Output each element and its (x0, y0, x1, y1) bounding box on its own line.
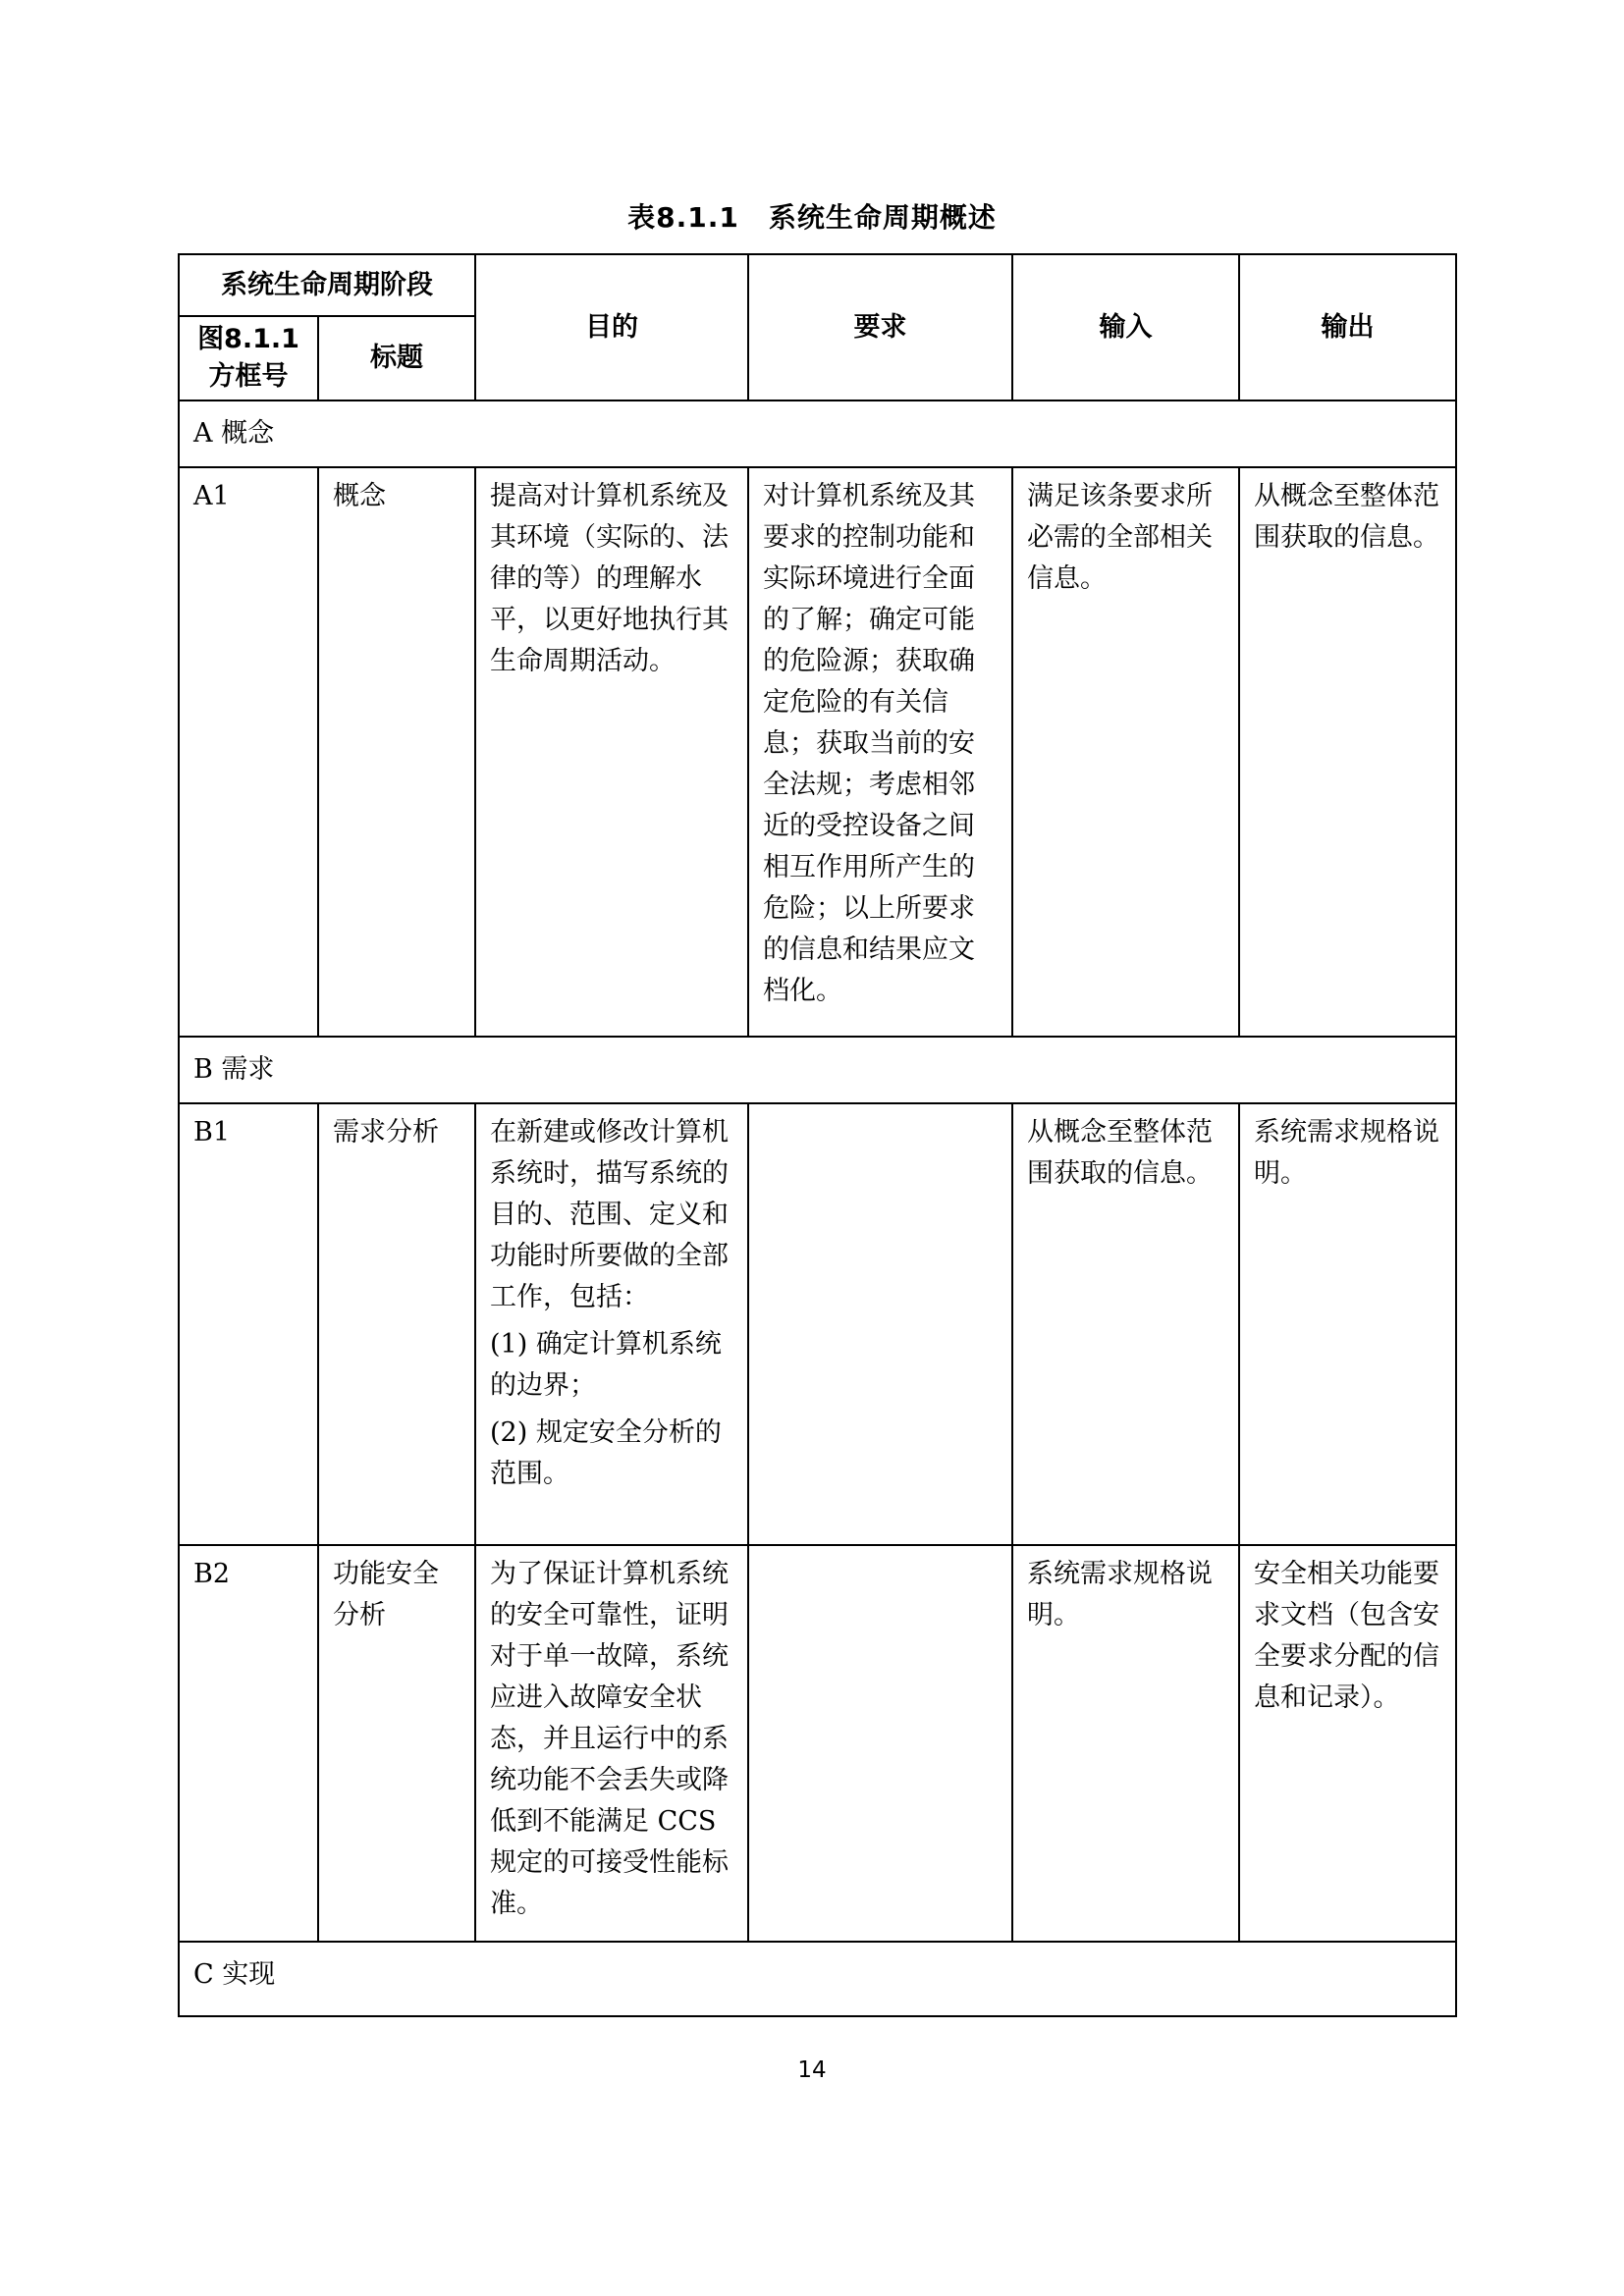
row-b1-input: 从概念至整体范围获取的信息。 (1012, 1103, 1239, 1545)
header-output: 输出 (1239, 254, 1456, 400)
row-b1-purpose-item: (2) 规定安全分析的范围。 (490, 1417, 722, 1489)
row-b2-purpose: 为了保证计算机系统的安全可靠性，证明对于单一故障，系统应进入故障安全状态，并且运行中的系统功能不会丢失或降低到不能满足 CCS 规定的可接受性能标准。 (475, 1545, 748, 1942)
row-a1-box: A1 (179, 467, 318, 1037)
row-b2-input: 系统需求规格说明。 (1012, 1545, 1239, 1942)
table-row (179, 1103, 1456, 1545)
row-b1-requirement (748, 1103, 1012, 1545)
row-a1-requirement: 对计算机系统及其要求的控制功能和实际环境进行全面的了解；确定可能的危险源；获取确定危险的有关信息；获取当前的安全法规；考虑相邻近的受控设备之间相互作用所产生的危险；以上所要求的信息和结果应文档化。 (748, 467, 1012, 1037)
header-box-no: 图8.1.1方框号 (179, 316, 318, 400)
row-a1-purpose: 提高对计算机系统及其环境（实际的、法律的等）的理解水平，以更好地执行其生命周期活动。 (475, 467, 748, 1037)
table-number: 表8.1.1 (627, 201, 739, 234)
section-c-label: C 实现 (179, 1942, 1456, 2016)
row-b1-purpose-item: (1) 确定计算机系统的边界； (490, 1329, 722, 1401)
header-title: 标题 (318, 316, 475, 400)
row-a1-input: 满足该条要求所必需的全部相关信息。 (1012, 467, 1239, 1037)
table-row (179, 467, 1456, 1037)
row-b2-box: B2 (179, 1545, 318, 1942)
table-row (179, 1545, 1456, 1942)
row-a1-output: 从概念至整体范围获取的信息。 (1239, 467, 1456, 1037)
row-a1-title: 概念 (318, 467, 475, 1037)
section-a-label: A 概念 (179, 400, 1456, 467)
header-input: 输入 (1012, 254, 1239, 400)
table-caption (0, 196, 1624, 236)
section-row (179, 1037, 1456, 1103)
section-row (179, 1942, 1456, 2016)
section-row (179, 400, 1456, 467)
section-b-label: B 需求 (179, 1037, 1456, 1103)
row-b2-requirement (748, 1545, 1012, 1942)
header-purpose: 目的 (475, 254, 748, 400)
row-b1-output: 系统需求规格说明。 (1239, 1103, 1456, 1545)
header-requirement: 要求 (748, 254, 1012, 400)
row-b1-purpose: 在新建或修改计算机系统时，描写系统的目的、范围、定义和功能时所要做的全部工作，包括： (490, 1117, 729, 1312)
row-b1-box: B1 (179, 1103, 318, 1545)
page-number: 14 (797, 2057, 827, 2083)
row-b1-title: 需求分析 (318, 1103, 475, 1545)
row-b2-output: 安全相关功能要求文档（包含安全要求分配的信息和记录）。 (1239, 1545, 1456, 1942)
header-stage: 系统生命周期阶段 (179, 254, 475, 316)
lifecycle-table (178, 253, 1457, 2017)
row-b1-purpose-cell (475, 1103, 748, 1545)
header-row (179, 254, 1456, 316)
table-title: 系统生命周期概述 (768, 201, 997, 234)
row-b2-title: 功能安全分析 (318, 1545, 475, 1942)
